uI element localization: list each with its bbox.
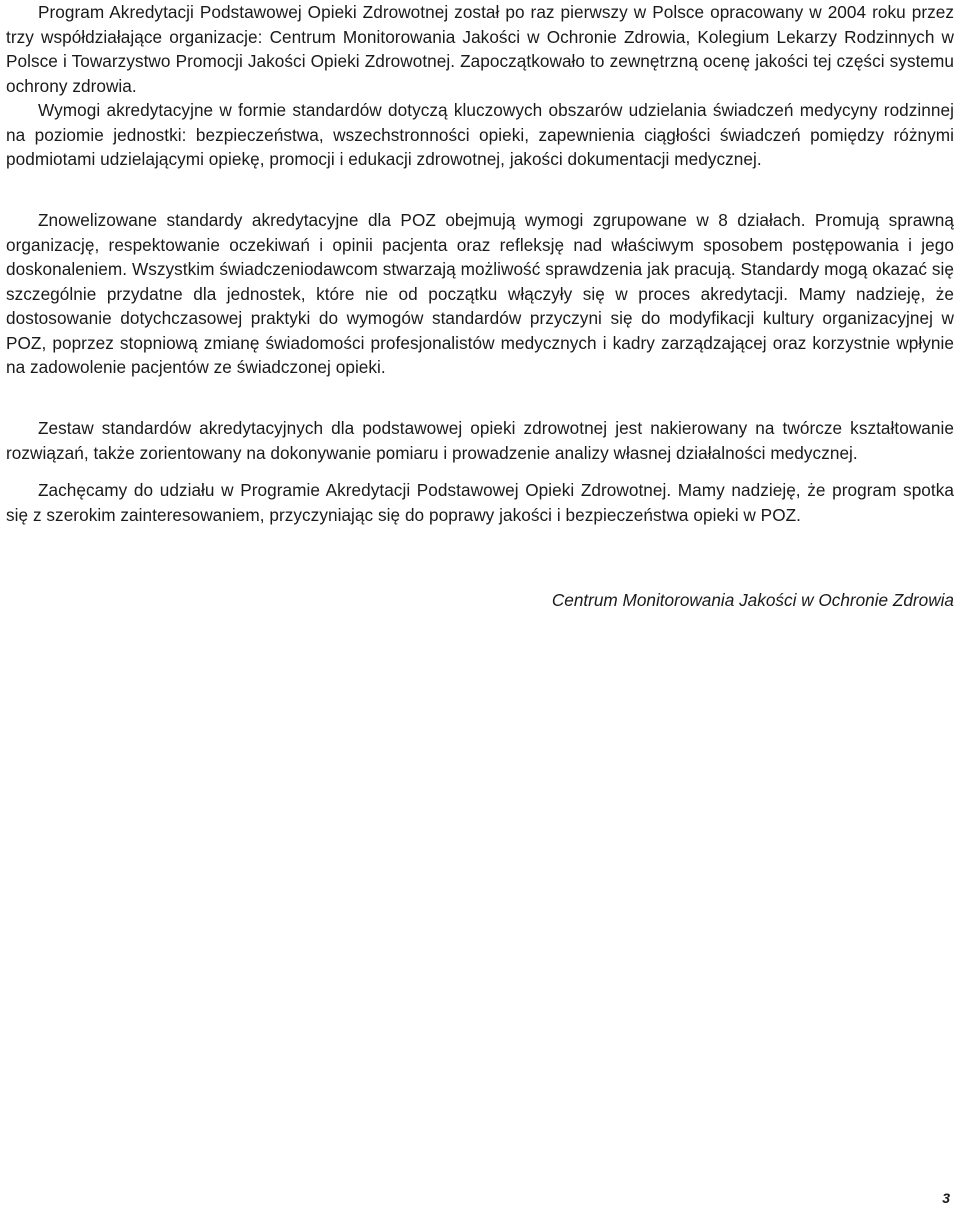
signature: Centrum Monitorowania Jakości w Ochronie Zdrowia [551,590,954,610]
paragraph-invitation: Zachęcamy do udziału w Programie Akredytacji Podstawowej Opieki Zdrowotnej. Mamy nadzieję, że program spotka się z szerokim zainteresowaniem, przyczyniając się do poprawy jakości i bezpieczeństwa opieki w POZ. [6,480,954,525]
paragraph-requirements: Wymogi akredytacyjne w formie standardów dotyczą kluczowych obszarów udzielania świadczeń medycyny rodzinnej na poziomie jednostki: bezpieczeństwa, wszechstronności opieki, zapewnienia ciągłości świadczeń pomiędzy różnymi podmiotami udzielającymi opiekę, promocji i edukacji zdrowotnej, jakości dokumentacji medycznej. [6,100,954,169]
paragraph-standards-set: Zestaw standardów akredytacyjnych dla podstawowej opieki zdrowotnej jest nakierowany na twórcze kształtowanie rozwiązań, także zorientowany na dokonywanie pomiaru i prowadzenie analizy własnej działalności medycznej. [6,418,954,463]
paragraph-intro: Program Akredytacji Podstawowej Opieki Zdrowotnej został po raz pierwszy w Polsce opracowany w 2004 roku przez trzy współdziałające organizacje: Centrum Monitorowania Jakości w Ochronie Zdrowia, Kolegium Lekarzy Rodzinnych w Polsce i Towarzystwo Promocji Jakości Opieki Zdrowotnej. Zapoczątkowało to zewnętrzną ocenę jakości tej części systemu ochrony zdrowia. [6,2,954,96]
page-number: 3 [942,1190,950,1206]
paragraph-revised-standards: Znowelizowane standardy akredytacyjne dla POZ obejmują wymogi zgrupowane w 8 działach. Promują sprawną organizację, respektowanie oczekiwań i opinii pacjenta oraz refleksję nad właściwym sposobem postępowania i jego doskonaleniem. Wszystkim świadczeniodawcom stwarzają możliwość sprawdzenia jak pracują. Standardy mogą okazać się szczególnie przydatne dla jednostek, które nie od początku włączyły się w proces akredytacji. Mamy nadzieję, że dostosowanie dotychczasowej praktyki do wymogów standardów przyczyni się do modyfikacji kultury organizacyjnej w POZ, poprzez stopniową zmianę świadomości profesjonalistów medycznych i kadry zarządzającej oraz korzystnie wpłynie na zadowolenie pacjentów ze świadczonej opieki. [6,210,954,377]
